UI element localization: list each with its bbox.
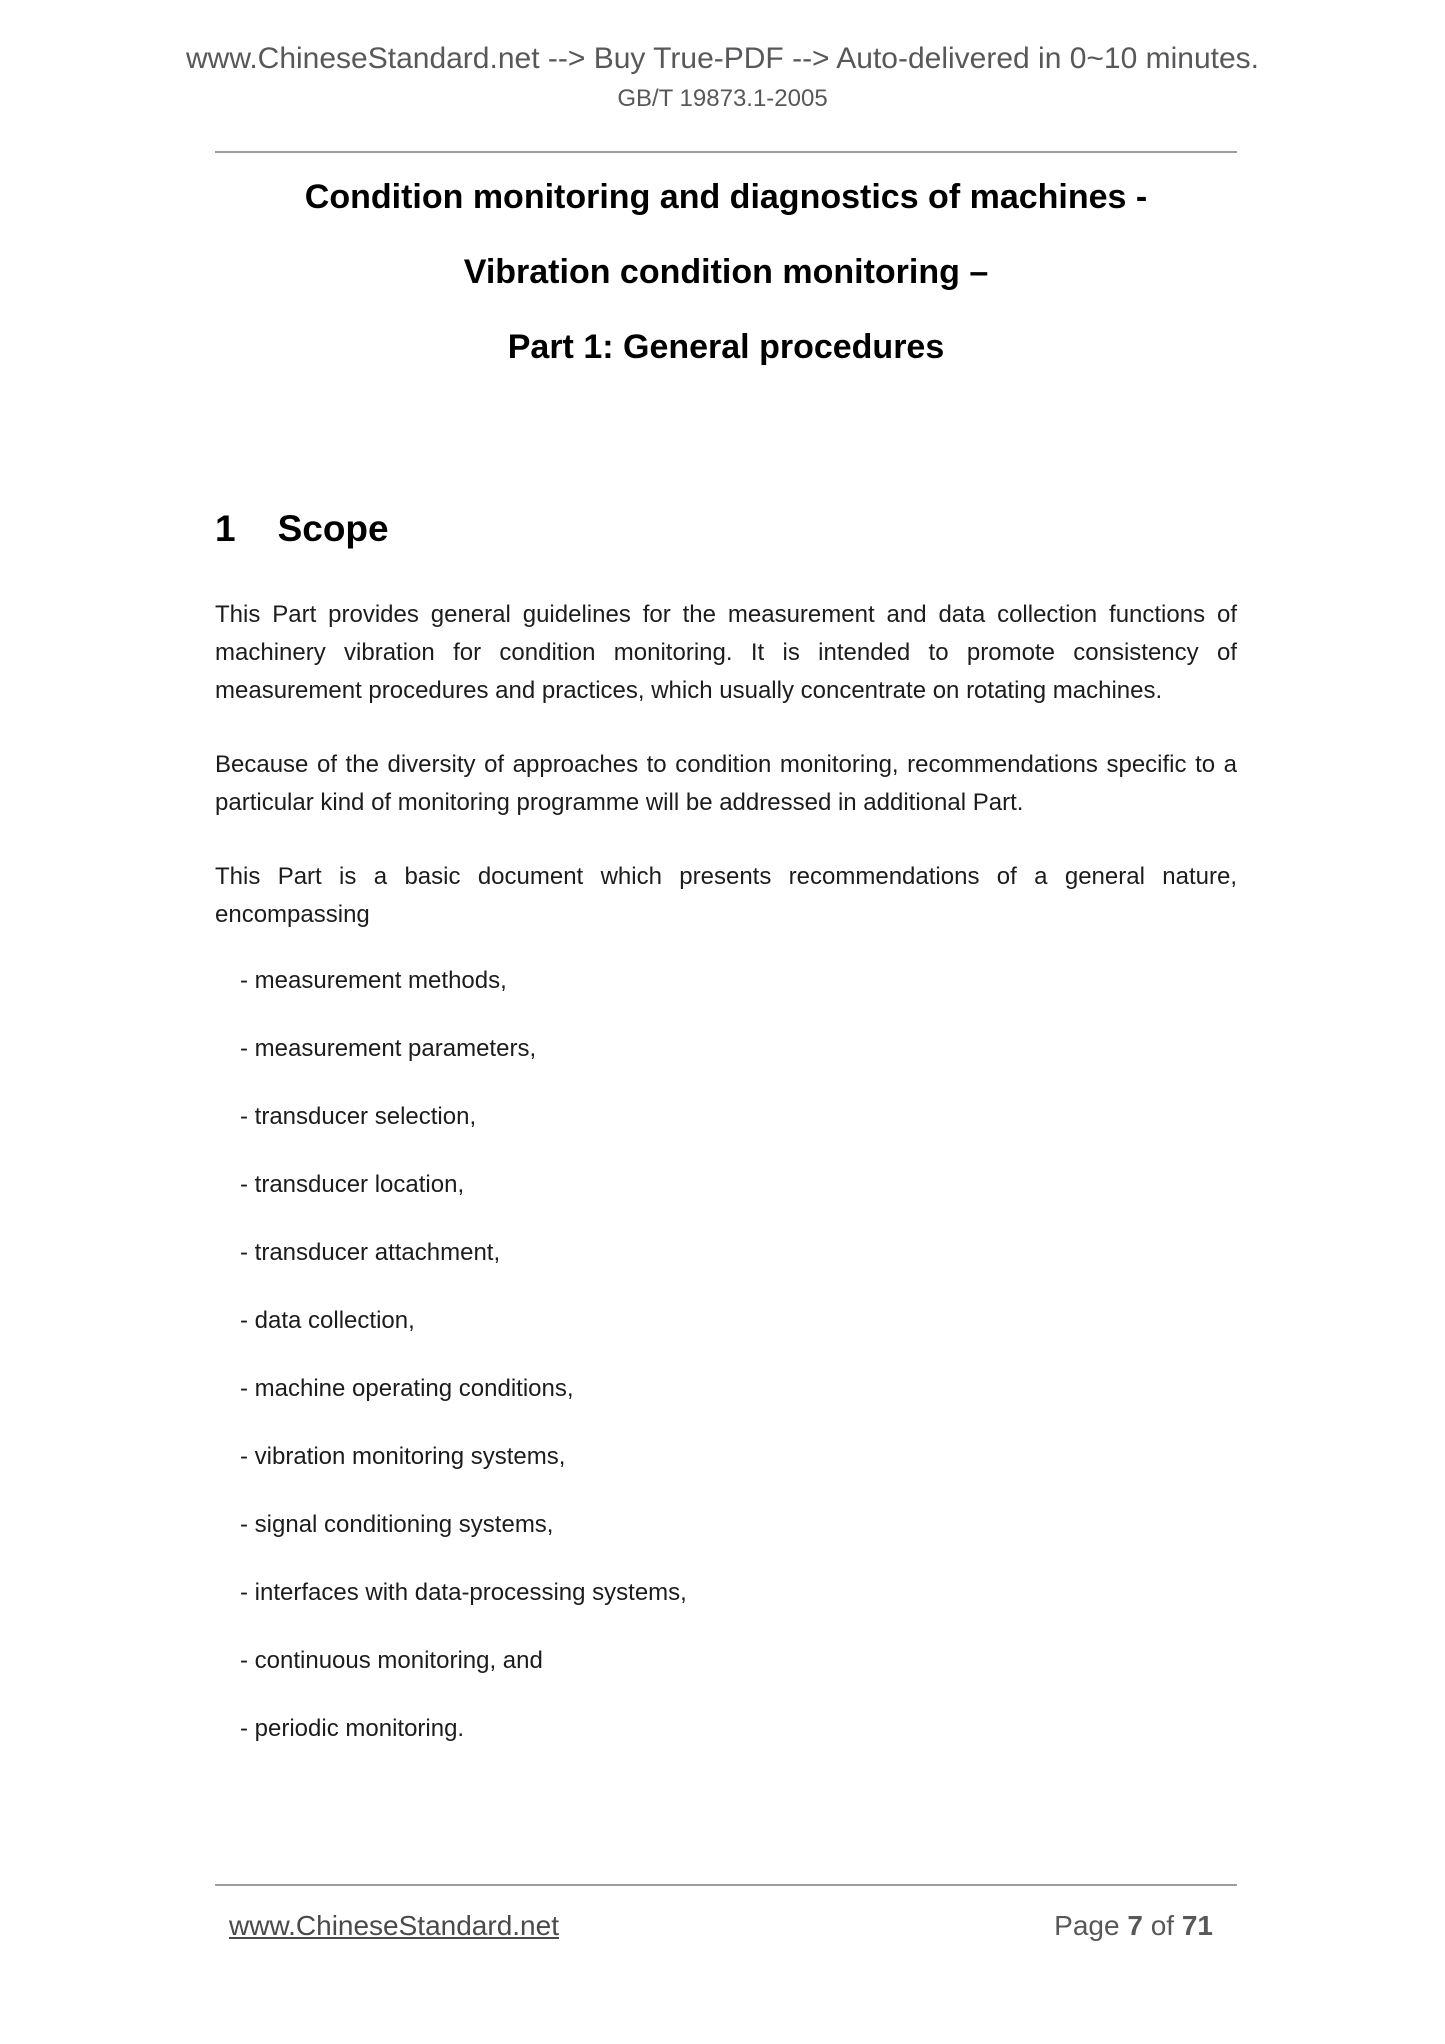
list-item: - continuous monitoring, and — [240, 1647, 543, 1674]
list-item: - interfaces with data-processing systems, — [240, 1579, 687, 1606]
list-item: - vibration monitoring systems, — [240, 1443, 566, 1470]
page-indicator — [1054, 1908, 1237, 1944]
list-item: - periodic monitoring. — [240, 1715, 465, 1742]
page-header — [0, 40, 1445, 114]
footer-divider — [215, 1884, 1237, 1886]
footer-website-link[interactable]: www.ChineseStandard.net — [229, 1910, 559, 1941]
list-item: - transducer attachment, — [240, 1239, 501, 1266]
list-item: - measurement parameters, — [240, 1035, 537, 1062]
document-title — [215, 176, 1237, 401]
title-line-1: Condition monitoring and diagnostics of machines - — [304, 178, 1148, 216]
section-number: 1 — [215, 508, 236, 549]
paragraph: This Part provides general guidelines for the measurement and data collection functions of machinery vibration for condition monitoring. It is intended to promote consistency of measurement procedures and practices, which usually concentrate on rotating machines. — [215, 601, 1237, 704]
section-heading-scope — [215, 508, 389, 550]
list-item: - measurement methods, — [240, 967, 507, 994]
total-pages: 71 — [1181, 1910, 1213, 1941]
header-banner-text: www.ChineseStandard.net --> Buy True-PDF --> Auto-delivered in 0~10 minutes. — [185, 42, 1260, 75]
standard-number: GB/T 19873.1-2005 — [617, 85, 828, 112]
section-title: Scope — [277, 508, 389, 549]
page-number: 7 — [1127, 1910, 1143, 1941]
list-item: - transducer selection, — [240, 1103, 477, 1130]
paragraph: This Part is a basic document which presents recommendations of a general nature, encompassing — [215, 863, 1237, 928]
list-item: - machine operating conditions, — [240, 1375, 574, 1402]
body-content — [215, 596, 1237, 1778]
title-line-2: Vibration condition monitoring – — [463, 253, 989, 291]
list-item: - signal conditioning systems, — [240, 1511, 554, 1538]
list-item: - data collection, — [240, 1307, 415, 1334]
of-label: of — [1150, 1910, 1175, 1941]
list-item: - transducer location, — [240, 1171, 465, 1198]
scope-item-list — [215, 962, 1237, 1748]
paragraph: Because of the diversity of approaches to condition monitoring, recommendations specific to a particular kind of monitoring programme will be addressed in additional Part. — [215, 751, 1237, 816]
page-footer — [215, 1908, 1237, 1944]
title-line-3: Part 1: General procedures — [507, 328, 945, 366]
page-label: Page — [1054, 1910, 1120, 1941]
header-divider — [215, 151, 1237, 153]
